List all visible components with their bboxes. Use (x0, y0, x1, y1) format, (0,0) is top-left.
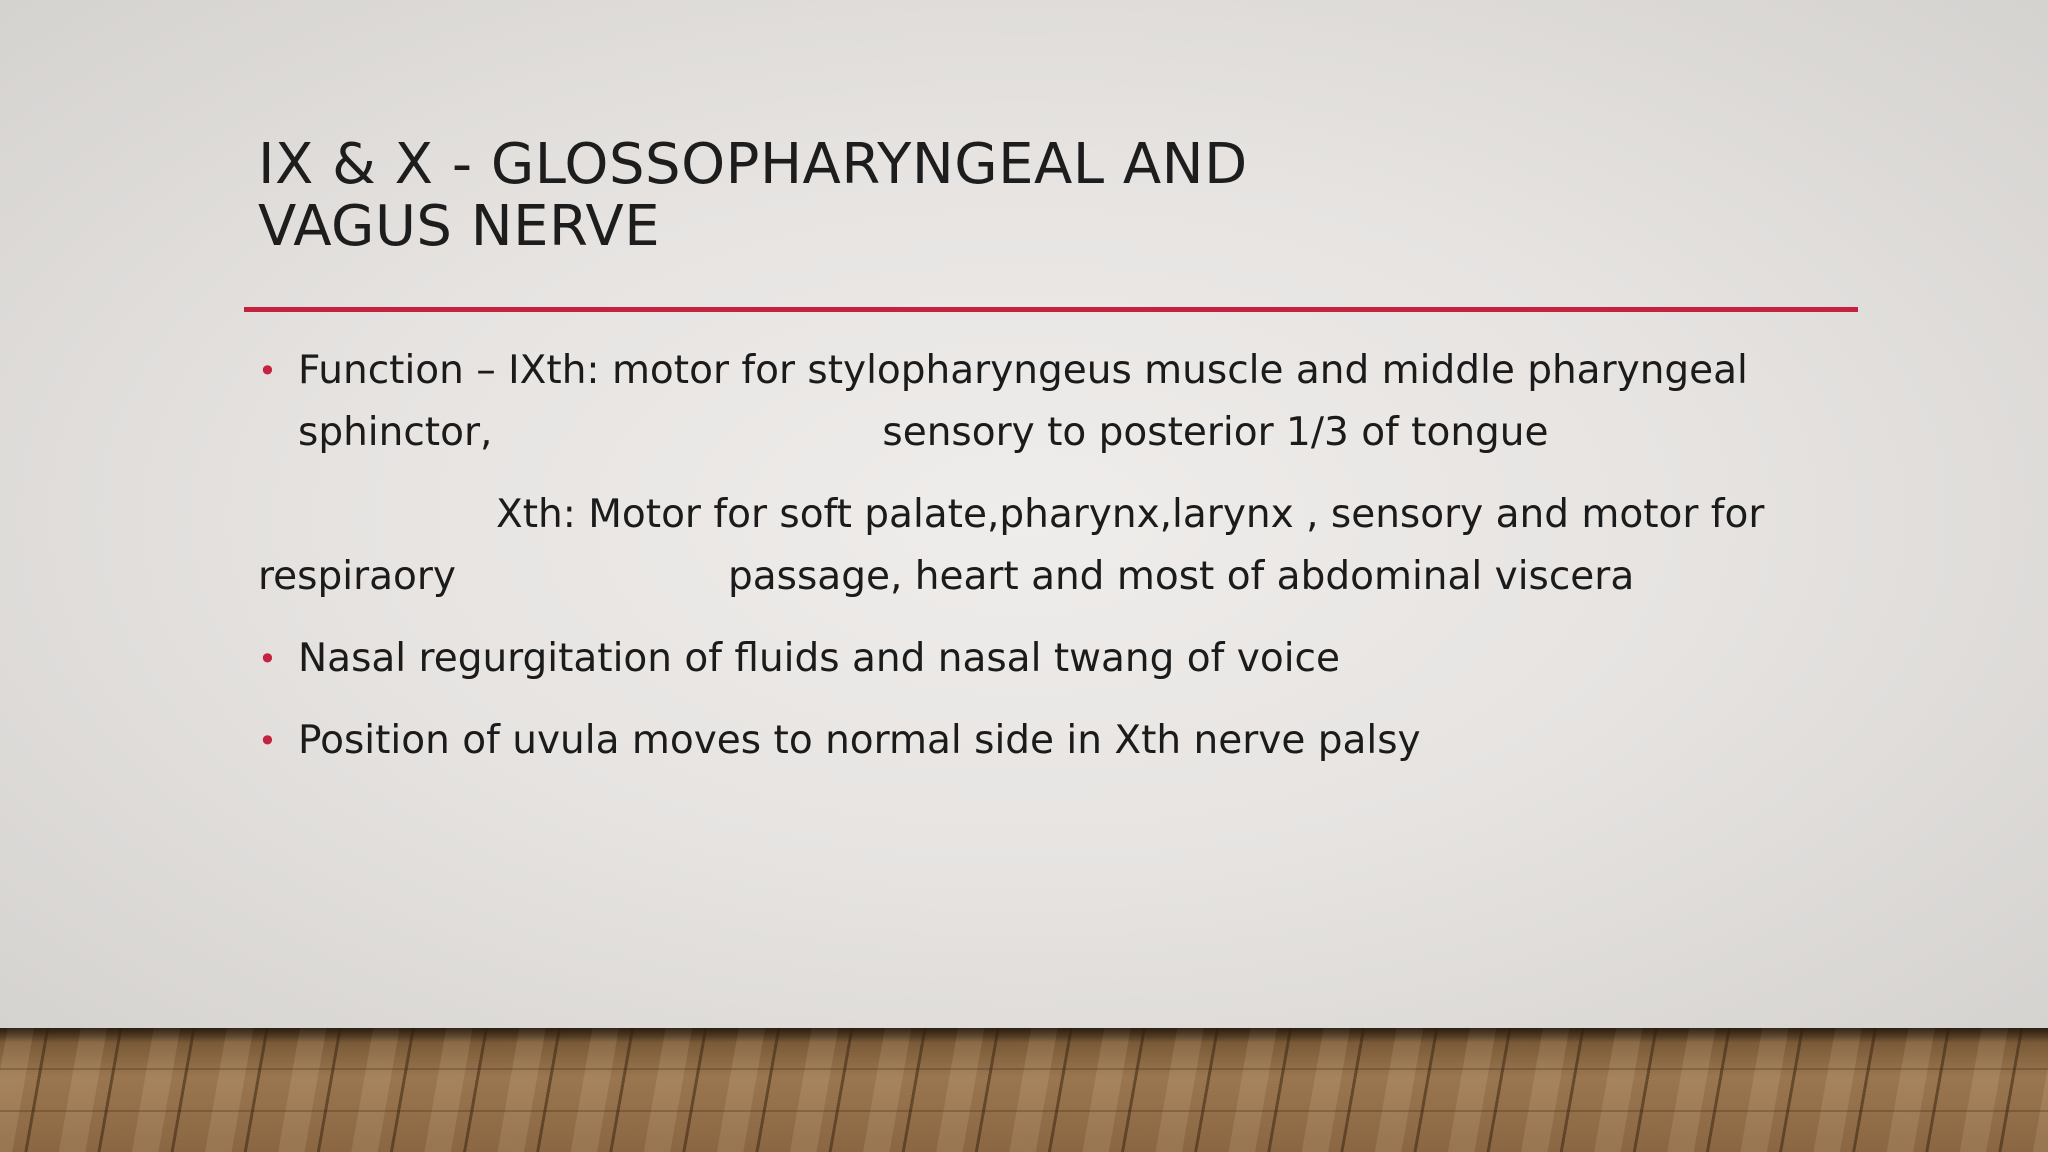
bullet-function-line-2 (298, 402, 1818, 464)
bullet-marker-icon: • (258, 352, 277, 390)
wood-floor-background (0, 1028, 2048, 1152)
slide-title-line-1: IX & X - GLOSSOPHARYNGEAL AND (258, 132, 1248, 197)
paragraph-xth-line-1-text: Xth: Motor for soft palate,pharynx,larynx , sensory and motor for (496, 492, 1765, 537)
paragraph-xth-line-1 (258, 484, 1818, 546)
bullet-uvula (258, 710, 1818, 772)
bullet-function-line-1: Function – IXth: motor for stylopharyngeus muscle and middle pharyngeal (298, 348, 1748, 393)
paragraph-xth-line-2 (258, 546, 1818, 608)
bullet-marker-icon: • (258, 722, 277, 760)
bullet-nasal-text: Nasal regurgitation of fluids and nasal twang of voice (298, 636, 1340, 681)
bullet-function-line-2a: sphinctor, (298, 410, 493, 455)
paragraph-xth-line-2b: passage, heart and most of abdominal viscera (728, 554, 1635, 599)
bullet-function (258, 340, 1818, 464)
paragraph-xth-line-2a: respiraory (258, 554, 456, 599)
paragraph-xth (258, 484, 1818, 608)
slide-title-line-2: VAGUS NERVE (258, 194, 661, 259)
title-divider (244, 307, 1858, 312)
slide-body (258, 340, 1818, 792)
bullet-marker-icon: • (258, 640, 277, 678)
bullet-function-line-2b: sensory to posterior 1/3 of tongue (882, 410, 1549, 455)
bullet-nasal (258, 628, 1818, 690)
slide-title (258, 134, 1248, 258)
bullet-uvula-text: Position of uvula moves to normal side in Xth nerve palsy (298, 718, 1421, 763)
